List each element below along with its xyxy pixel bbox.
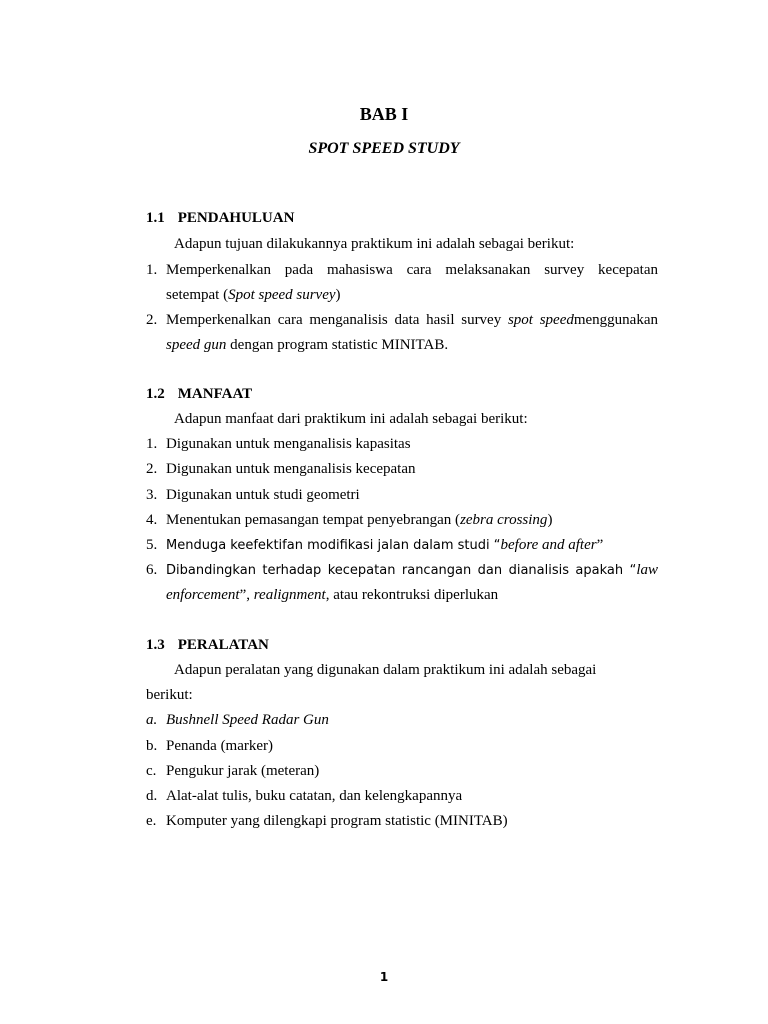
section-heading-manfaat (146, 386, 252, 403)
list-marker: 2. (146, 461, 158, 477)
italic-text: enforcement (166, 587, 240, 603)
section-intro-continuation: berikut: (146, 687, 193, 703)
list-item (146, 813, 508, 830)
text-run: dengan program statistic MINITAB. (226, 337, 449, 353)
document-subtitle: SPOT SPEED STUDY (308, 140, 460, 157)
list-item (146, 738, 273, 755)
text-run: ” (596, 537, 604, 553)
text-run: , atau rekontruksi diperlukan (325, 587, 499, 603)
list-item (146, 312, 658, 329)
section-intro: Adapun tujuan dilakukannya praktikum ini adalah sebagai berikut: (174, 236, 575, 252)
list-marker: c. (146, 763, 157, 779)
section-title: PERALATAN (177, 637, 269, 653)
section-number: 1.3 (146, 637, 165, 653)
list-marker: b. (146, 738, 158, 754)
list-item-text: Pengukur jarak (meteran) (166, 763, 320, 779)
italic-text: law (636, 562, 658, 578)
list-marker: 6. (146, 562, 158, 578)
list-item (146, 763, 319, 780)
chapter-title: BAB I (359, 104, 409, 124)
text-run: menggunakan (573, 312, 658, 328)
list-item-text: Bushnell Speed Radar Gun (166, 712, 329, 728)
section-heading-pendahuluan (146, 210, 294, 227)
text-run: ) (547, 512, 553, 528)
section-number: 1.1 (146, 210, 165, 226)
list-item (146, 562, 658, 579)
list-item (146, 436, 411, 453)
italic-text: spot speed (507, 312, 574, 328)
list-item-text: Digunakan untuk menganalisis kecepatan (166, 461, 416, 477)
list-marker: 2. (146, 312, 158, 328)
list-item (146, 788, 462, 805)
list-item-text: Penanda (marker) (166, 738, 274, 754)
italic-text: zebra crossing (460, 512, 548, 528)
section-intro: Adapun peralatan yang digunakan dalam praktikum ini adalah sebagai (174, 662, 597, 678)
list-item-text: Digunakan untuk menganalisis kapasitas (166, 436, 411, 452)
text-run: Menentukan pemasangan tempat penyebrangan ( (166, 512, 461, 528)
section-title: MANFAAT (177, 386, 253, 402)
list-item (146, 262, 658, 279)
page-number: 1 (379, 970, 389, 984)
list-marker: e. (146, 813, 157, 829)
list-item (146, 512, 552, 529)
section-number: 1.2 (146, 386, 165, 402)
section-heading-peralatan (146, 637, 269, 654)
section-title: PENDAHULUAN (177, 210, 295, 226)
italic-text: before and after (500, 537, 597, 553)
text-run: setempat ( (166, 287, 229, 303)
list-marker: 4. (146, 512, 158, 528)
list-item-text: Alat-alat tulis, buku catatan, dan kelengkapannya (166, 788, 463, 804)
list-item-continuation (166, 287, 341, 304)
text-run: ”, (239, 587, 254, 603)
text-run: ) (335, 287, 341, 303)
italic-text: Spot speed survey (228, 287, 336, 303)
list-item-text: Komputer yang dilengkapi program statistic (MINITAB) (166, 813, 508, 829)
list-marker: d. (146, 788, 158, 804)
list-item (146, 461, 416, 478)
list-item-continuation (166, 337, 448, 354)
list-marker: 1. (146, 262, 158, 278)
list-item-text: Digunakan untuk studi geometri (166, 487, 360, 503)
list-item-text: Memperkenalkan pada mahasiswa cara melaksanakan survey kecepatan (166, 262, 658, 278)
text-run: Dibandingkan terhadap kecepatan rancangan dan dianalisis apakah “ (166, 563, 637, 578)
section-intro: Adapun manfaat dari praktikum ini adalah sebagai berikut: (174, 411, 528, 427)
list-item-continuation (166, 587, 498, 604)
list-item (146, 487, 360, 504)
list-item (146, 537, 603, 554)
list-marker: 1. (146, 436, 158, 452)
list-marker: 5. (146, 537, 158, 553)
italic-text: realignment (253, 587, 326, 603)
list-marker: 3. (146, 487, 158, 503)
list-marker: a. (146, 712, 158, 728)
text-run: Memperkenalkan cara menganalisis data hasil survey (166, 312, 508, 328)
italic-text: speed gun (166, 337, 227, 353)
text-run: Menduga keefektifan modifikasi jalan dalam studi “ (166, 538, 501, 553)
list-item (146, 712, 329, 729)
